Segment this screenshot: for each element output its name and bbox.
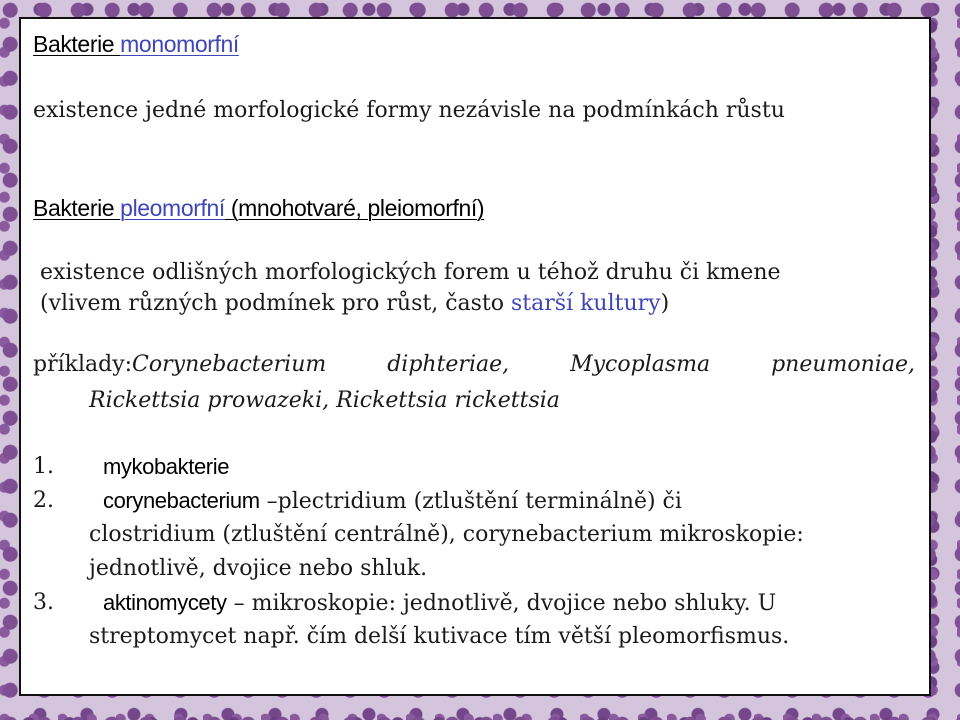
- list-number: 1.: [33, 454, 54, 479]
- species-name: diphteriae,: [387, 352, 510, 377]
- list-number: 3.: [33, 590, 54, 615]
- list-number: 2.: [33, 488, 54, 513]
- list-term: mykobakterie: [103, 454, 230, 479]
- examples-label: příklady:: [33, 352, 133, 377]
- examples-first: [33, 352, 326, 377]
- list-term: corynebacterium: [103, 488, 260, 513]
- list-item-continuation: streptomycet např. čím delší kutivace tím větší pleomorfismus.: [89, 624, 790, 649]
- species-name: Mycoplasma: [570, 352, 711, 377]
- list-item: [103, 488, 682, 515]
- heading-pleomorphic: [33, 195, 484, 221]
- examples-line2: Rickettsia prowazeki, Rickettsia rickettsia: [89, 388, 560, 413]
- heading-monomorphic: [33, 31, 239, 57]
- heading-term: pleomorfní: [120, 195, 225, 221]
- pleomorphic-definition-line1: existence odlišných morfologických forem u téhož druhu či kmene: [40, 260, 781, 285]
- list-item-continuation: jednotlivě, dvojice nebo shluk.: [89, 556, 428, 581]
- heading-prefix: Bakterie: [33, 31, 121, 57]
- species-name: pneumoniae,: [771, 352, 915, 377]
- heading-term: monomorfní: [120, 31, 239, 57]
- list-text: – mikroskopie: jednotlivě, dvojice nebo shluky. U: [226, 591, 777, 616]
- older-cultures-highlight: starší kultury: [511, 291, 661, 316]
- list-item: [103, 590, 776, 617]
- list-item: [103, 454, 229, 481]
- definition-text: ): [660, 291, 670, 316]
- list-item-continuation: clostridium (ztluštění centrálně), corynebacterium mikroskopie:: [89, 522, 804, 547]
- pleomorphic-definition-line2: [40, 291, 669, 317]
- heading-prefix: Bakterie: [33, 195, 121, 221]
- list-text: –plectridium (ztluštění terminálně) či: [259, 489, 682, 514]
- list-term: aktinomycety: [103, 590, 227, 615]
- heading-suffix: (mnohotvaré, pleiomorfní): [224, 195, 485, 221]
- slide-card: [19, 17, 931, 696]
- species-name: Corynebacterium: [132, 352, 327, 377]
- definition-text: (vlivem různých podmínek pro růst, často: [40, 291, 512, 316]
- examples-line1: [33, 352, 915, 377]
- monomorphic-definition: existence jedné morfologické formy nezávisle na podmínkách růstu: [33, 98, 785, 123]
